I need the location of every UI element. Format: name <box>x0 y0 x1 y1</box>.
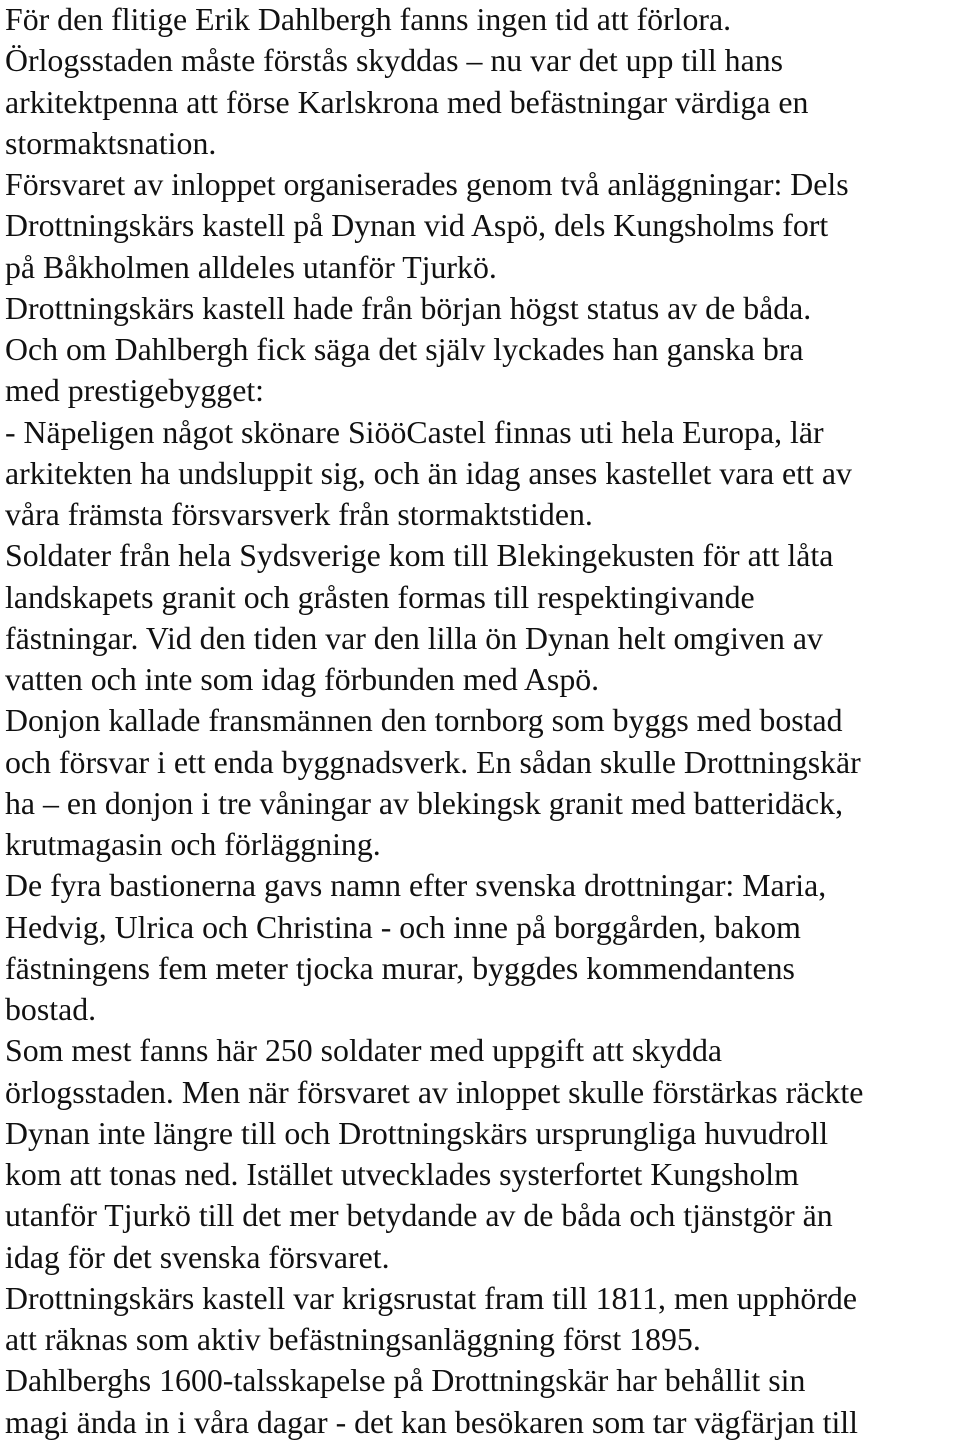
text-line: De fyra bastionerna gavs namn efter svenska drottningar: Maria, <box>5 867 827 904</box>
text-line: stormaktsnation. <box>5 124 217 161</box>
text-line: Hedvig, Ulrica och Christina - och inne på borggården, bakom <box>5 908 801 945</box>
text-line: För den flitige Erik Dahlbergh fanns ingen tid att förlora. <box>5 1 732 37</box>
text-line: kom att tonas ned. Istället utvecklades systerfortet Kungsholm <box>5 1156 799 1192</box>
text-line: - Näpeligen något skönare SiööCastel finnas uti hela Europa, lär <box>5 413 824 450</box>
text-line: magi ända in i våra dagar - det kan besökaren som tar vägfärjan till <box>5 1403 858 1440</box>
text-line: fästningens fem meter tjocka murar, byggdes kommendantens <box>5 949 795 986</box>
text-line: idag för det svenska försvaret. <box>5 1238 390 1275</box>
text-line: fästningar. Vid den tiden var den lilla ön Dynan helt omgiven av <box>5 619 823 656</box>
text-line: Drottningskärs kastell på Dynan vid Aspö, dels Kungsholms fort <box>5 207 829 244</box>
text-line: Soldater från hela Sydsverige kom till Blekingekusten för att låta <box>5 537 834 574</box>
text-line: landskapets granit och gråsten formas till respektingivande <box>5 578 755 615</box>
text-line: att räknas som aktiv befästningsanläggning först 1895. <box>5 1321 701 1357</box>
text-line: Försvaret av inloppet organiserades genom två anläggningar: Dels <box>5 166 849 202</box>
text-line: Drottningskärs kastell var krigsrustat fram till 1811, men upphörde <box>5 1279 857 1316</box>
text-line: och försvar i ett enda byggnadsverk. En sådan skulle Drottningskär <box>5 743 861 780</box>
text-line: ha – en donjon i tre våningar av blekingsk granit med batteridäck, <box>5 784 844 821</box>
text-line: Som mest fanns här 250 soldater med uppgift att skydda <box>5 1032 723 1069</box>
text-line: Drottningskärs kastell hade från början högst status av de båda. <box>5 289 812 326</box>
text-line: på Båkholmen alldeles utanför Tjurkö. <box>5 248 497 285</box>
text-line: bostad. <box>5 991 97 1027</box>
text-line: våra främsta försvarsverk från stormaktstiden. <box>5 496 593 532</box>
text-line: Och om Dahlbergh fick säga det själv lyckades han ganska bra <box>5 331 804 367</box>
text-line: arkitektpenna att förse Karlskrona med befästningar värdiga en <box>5 83 809 120</box>
document-body-text <box>5 0 960 1442</box>
text-line: Dynan inte längre till och Drottningskärs ursprungliga huvudroll <box>5 1114 829 1151</box>
text-line: med prestigebygget: <box>5 372 265 409</box>
text-line: utanför Tjurkö till det mer betydande av de båda och tjänstgör än <box>5 1197 833 1234</box>
text-line: örlogsstaden. Men när försvaret av inloppet skulle förstärkas räckte <box>5 1073 864 1110</box>
text-line: Örlogsstaden måste förstås skyddas – nu var det upp till hans <box>5 42 784 79</box>
text-line: arkitekten ha undsluppit sig, och än idag anses kastellet vara ett av <box>5 454 852 491</box>
text-line: Dahlberghs 1600-talsskapelse på Drottningskär har behållit sin <box>5 1362 806 1399</box>
text-line: vatten och inte som idag förbunden med Aspö. <box>5 661 600 697</box>
text-line: Donjon kallade fransmännen den tornborg som byggs med bostad <box>5 702 843 739</box>
text-line: krutmagasin och förläggning. <box>5 826 381 862</box>
